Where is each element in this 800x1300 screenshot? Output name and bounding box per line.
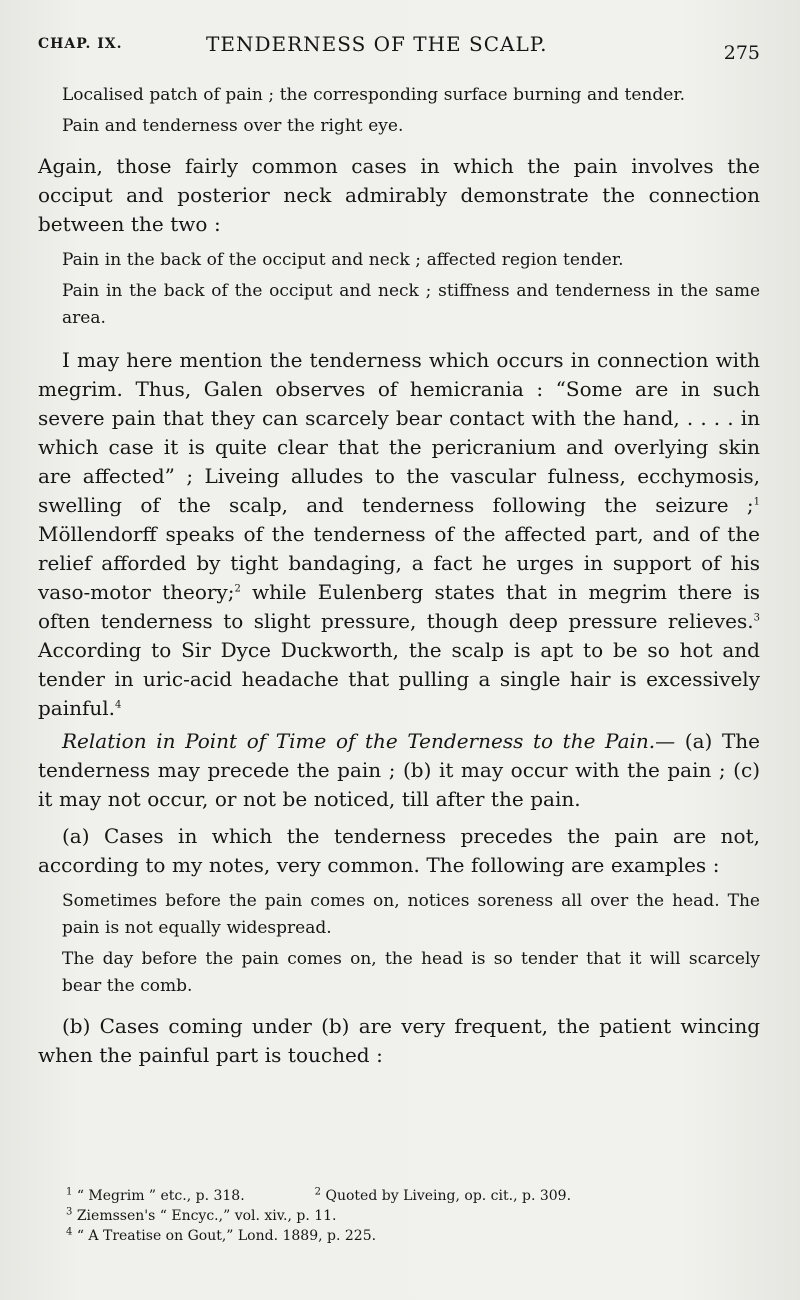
- megrim-text-d: According to Sir Dyce Duckworth, the scalp is apt to be so hot and tender in uric-acid headache that pulling a single hair is excessively painful.: [38, 638, 760, 720]
- megrim-text-a: I may here mention the tenderness which occurs in connection with megrim. Thus, Galen observes of hemicrania : “Some are in such severe pain that they can scarcely bear contact with the hand, . . . . in which case it is quite clear that the pericranium and overlying skin are affected” ; Liveing alludes to the vascular fulness, ecchymosis, swelling of the scalp, and tenderness following the seizure ;: [38, 348, 760, 517]
- megrim-text-c: while Eulenberg states that in megrim there is often tenderness to slight pressure, though deep pressure relieves.: [38, 580, 760, 633]
- running-title: TENDERNESS OF THE SCALP.: [206, 32, 548, 56]
- section-heading-italic: Relation in Point of Time of the Tenderness to the Pain.: [62, 729, 656, 753]
- case-note-2: Pain and tenderness over the right eye.: [62, 116, 404, 136]
- footnote-text-3: Ziemssen's “ Encyc.,” vol. xiv., p. 11.: [76, 1208, 337, 1224]
- footnote-mark-3: 3: [66, 1206, 73, 1218]
- footnotes: [38, 1186, 760, 1246]
- relation-text: — (a) The tenderness may precede the pain ; (b) it may occur with the pain ; (c) it may not occur, or not be noticed, till after the pain.: [38, 729, 761, 811]
- footnote-text-4: “ A Treatise on Gout,” Lond. 1889, p. 225.: [76, 1228, 377, 1244]
- footnote-text-2: Quoted by Liveing, op. cit., p. 309.: [325, 1188, 572, 1204]
- paragraph-megrim: [38, 346, 760, 723]
- chapter-label: CHAP. IX.: [38, 36, 123, 52]
- footnote-ref-2: 2: [234, 583, 241, 595]
- footnote-mark-2: 2: [314, 1186, 322, 1198]
- case-note-5: Sometimes before the pain comes on, notices soreness all over the head. The pain is not equally widespread.: [62, 891, 760, 938]
- footnote-mark-1: 1: [66, 1186, 73, 1198]
- case-note-1: Localised patch of pain ; the corresponding surface burning and tender.: [62, 85, 685, 105]
- footnote-row-1: [38, 1186, 760, 1206]
- paragraph-cases-b: (b) Cases coming under (b) are very frequent, the patient wincing when the painful part is touched :: [38, 1014, 760, 1067]
- paragraph-relation: [38, 727, 760, 814]
- running-header: [38, 32, 760, 64]
- case-note-6: The day before the pain comes on, the head is so tender that it will scarcely bear the comb.: [62, 949, 760, 996]
- footnote-ref-4: 4: [115, 699, 122, 711]
- footnote-3: [38, 1206, 760, 1226]
- footnote-ref-3: 3: [753, 612, 760, 624]
- page-body: [38, 82, 760, 1070]
- footnote-2: [315, 1186, 571, 1206]
- paragraph-occiput: Again, those fairly common cases in which the pain involves the occiput and posterior neck admirably demonstrate the connection between the two :: [38, 154, 760, 236]
- paragraph-cases-a: (a) Cases in which the tenderness precedes the pain are not, according to my notes, very common. The following are examples :: [38, 824, 760, 877]
- footnote-text-1: “ Megrim ” etc., p. 318.: [76, 1188, 245, 1204]
- case-note-3: Pain in the back of the occiput and neck ; affected region tender.: [62, 250, 624, 270]
- footnote-ref-1: 1: [753, 496, 760, 508]
- case-note-4: Pain in the back of the occiput and neck ; stiffness and tenderness in the same area.: [62, 281, 760, 328]
- footnote-4: [38, 1226, 760, 1246]
- footnote-1: [66, 1186, 245, 1206]
- page-number: 275: [723, 42, 760, 64]
- megrim-text-b: Möllendorff speaks of the tenderness of the affected part, and of the relief afforded by tight bandaging, a fact he urges in support of his vaso-motor theory;: [38, 522, 760, 604]
- footnote-mark-4: 4: [66, 1226, 73, 1238]
